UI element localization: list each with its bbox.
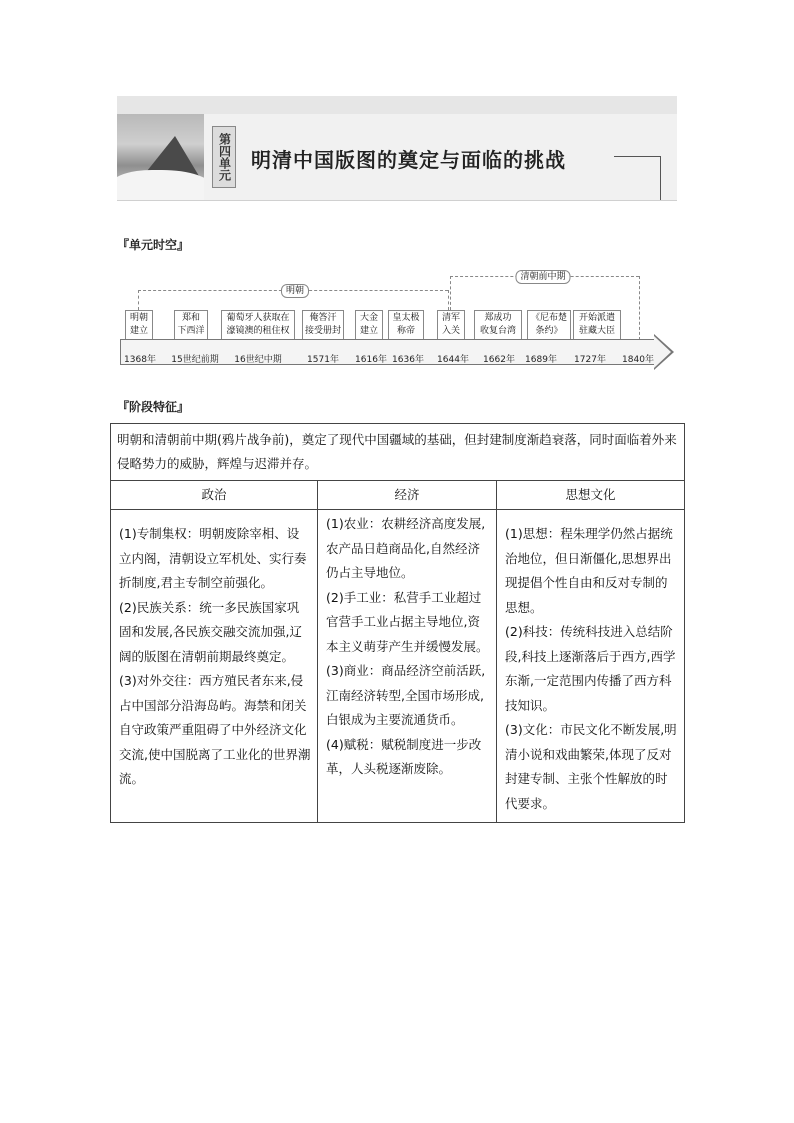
timeline-year: 1368年	[124, 355, 156, 365]
event-box: 葡萄牙人获取在 濠镜澳的租住权	[221, 310, 295, 340]
timeline-year: 1662年	[483, 355, 515, 365]
culture-item: (1)思想：程朱理学仍然占据统治地位，但日渐僵化,思想界出现提倡个性自由和反对专制的思想。	[505, 526, 673, 615]
timeline-year: 1636年	[392, 355, 424, 365]
culture-item: (3)文化：市民文化不断发展,明清小说和戏曲繁荣,体现了反对封建专制、主张个性解放的时代要求。	[505, 722, 677, 811]
unit-title: 明清中国版图的奠定与面临的挑战	[251, 148, 566, 172]
economy-item: (1)农业：农耕经济高度发展,农产品日趋商品化,自然经济仍占主导地位。	[326, 516, 486, 580]
event-box: 大金 建立	[355, 310, 383, 340]
culture-cell	[497, 510, 685, 823]
economy-item: (4)赋税：赋税制度进一步改革，人头税逐渐废除。	[326, 736, 482, 776]
table-row	[111, 510, 685, 823]
timeline-year: 15世纪前期	[171, 355, 219, 365]
timeline-year-end: 1840年	[622, 355, 654, 365]
title-rule	[614, 156, 660, 157]
event-box: 明朝 建立	[125, 310, 153, 340]
qing-bracket-left	[450, 276, 451, 310]
unit-number-tag: 第四单元	[212, 126, 236, 188]
timeline-year: 1616年	[355, 355, 387, 365]
event-box: 郑和 下西洋	[174, 310, 208, 340]
event-box: 清军 入关	[437, 310, 465, 340]
event-box: 《尼布楚 条约》	[527, 310, 571, 340]
timeline-year: 16世纪中期	[234, 355, 282, 365]
politics-item: (2)民族关系：统一多民族国家巩固和发展,各民族交融交流加强,辽阔的版图在清朝前期最终奠定。	[119, 599, 302, 664]
title-rule-vertical	[660, 156, 661, 200]
timeline-year: 1727年	[574, 355, 606, 365]
section-label-features: 『阶段特征』	[117, 400, 190, 414]
mountain-cloud-image	[117, 114, 204, 200]
timeline-year: 1689年	[525, 355, 557, 365]
ming-bracket-right	[448, 290, 449, 310]
event-box: 皇太极 称帝	[388, 310, 424, 340]
table-header-row	[111, 481, 685, 510]
unit-banner	[117, 96, 677, 201]
economy-cell	[318, 510, 497, 823]
politics-item: (3)对外交往：西方殖民者东来,侵占中国部分沿海岛屿。海禁和闭关自守政策严重阻碍了中外经济文化交流,使中国脱离了工业化的世界潮流。	[119, 673, 311, 786]
timeline-year: 1571年	[307, 355, 339, 365]
economy-item: (2)手工业：私营手工业超过官营手工业占据主导地位,资本主义萌芽产生并缓慢发展。	[326, 589, 489, 654]
timeline-arrowhead-fill	[654, 336, 671, 368]
politics-cell	[111, 510, 318, 823]
timeline-year: 1644年	[437, 355, 469, 365]
column-header-culture: 思想文化	[497, 481, 685, 510]
banner-top-strip	[117, 96, 677, 114]
economy-item: (3)商业：商品经济空前活跃,江南经济转型,全国市场形成,白银成为主要流通货币。	[326, 663, 486, 727]
qing-bracket-right	[639, 276, 640, 340]
event-box: 郑成功 收复台湾	[474, 310, 522, 340]
politics-item: (1)专制集权：明朝废除宰相、设立内阁，清朝设立军机处、实行奏折制度,君主专制空前强化。	[119, 526, 307, 590]
cloud-sea	[117, 170, 204, 200]
culture-item: (2)科技：传统科技进入总结阶段,科技上逐渐落后于西方,西学东渐,一定范围内传播了西方科技知识。	[505, 624, 676, 713]
event-box: 开始派遣 驻藏大臣	[573, 310, 621, 340]
features-table	[110, 423, 685, 823]
column-header-economy: 经济	[318, 481, 497, 510]
column-header-politics: 政治	[111, 481, 318, 510]
features-intro: 明朝和清朝前中期(鸦片战争前)，奠定了现代中国疆域的基础，但封建制度渐趋衰落，同时面临着外来侵略势力的威胁，辉煌与迟滞并存。	[111, 424, 685, 481]
ming-bracket-left	[138, 290, 139, 310]
section-label-timespace: 『单元时空』	[117, 238, 190, 252]
timeline	[117, 266, 677, 386]
period-ming: 明朝	[281, 284, 309, 298]
event-box: 俺答汗 接受册封	[302, 310, 344, 340]
table-row	[111, 424, 685, 481]
period-qing: 清朝前中期	[515, 270, 570, 284]
